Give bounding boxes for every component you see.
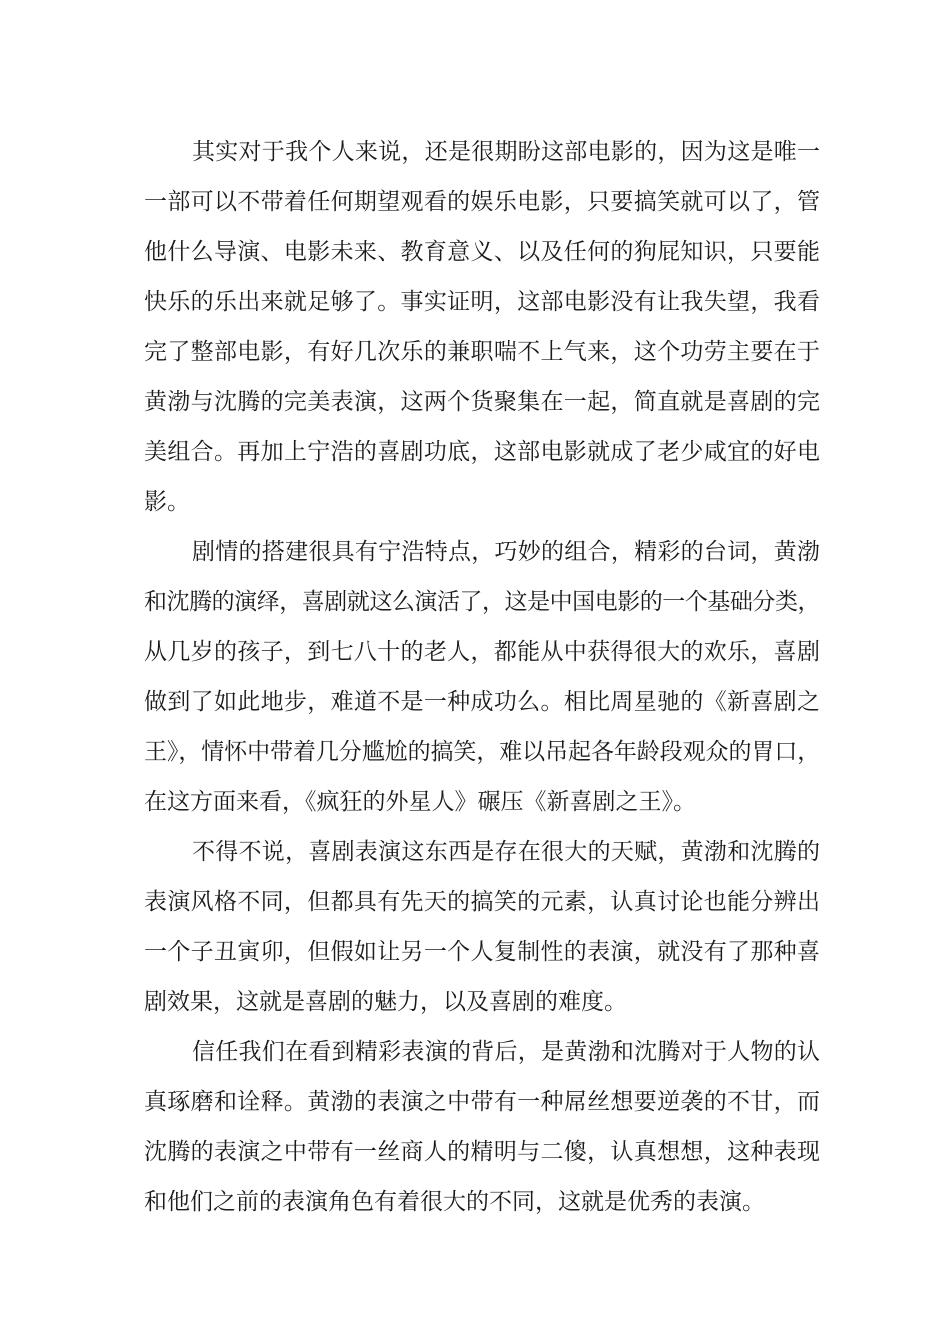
paragraph-1: [144, 127, 820, 527]
paragraph-3: [144, 827, 820, 1027]
paragraph-line: 从几岁的孩子，到七八十的老人，都能从中获得很大的欢乐，喜剧: [144, 639, 820, 665]
paragraph-line: 和他们之前的表演角色有着很大的不同，这就是优秀的表演。: [144, 1189, 765, 1215]
paragraph-line: 黄渤与沈腾的完美表演，这两个货聚集在一起，简直就是喜剧的完: [144, 389, 820, 415]
paragraph-line: 做到了如此地步，难道不是一种成功么。相比周星驰的《新喜剧之: [144, 689, 820, 715]
paragraph-line: 在这方面来看，《疯狂的外星人》碾压《新喜剧之王》。: [144, 789, 696, 815]
paragraph-line: 一部可以不带着任何期望观看的娱乐电影，只要搞笑就可以了，管: [144, 189, 820, 215]
paragraph-line: 和沈腾的演绎，喜剧就这么演活了，这是中国电影的一个基础分类，: [144, 589, 820, 615]
paragraph-line: 信任我们在看到精彩表演的背后，是黄渤和沈腾对于人物的认: [192, 1039, 820, 1065]
paragraph-line: 王》，情怀中带着几分尴尬的搞笑，难以吊起各年龄段观众的胃口，: [144, 739, 820, 765]
paragraph-2: [144, 527, 820, 827]
paragraph-4: [144, 1027, 820, 1227]
paragraph-line: 不得不说，喜剧表演这东西是存在很大的天赋，黄渤和沈腾的: [192, 839, 820, 865]
paragraph-line: 影。: [144, 489, 190, 515]
paragraph-line: 剧效果，这就是喜剧的魅力，以及喜剧的难度。: [144, 989, 627, 1015]
paragraph-line: 完了整部电影，有好几次乐的兼职喘不上气来，这个功劳主要在于: [144, 339, 820, 365]
paragraph-line: 美组合。再加上宁浩的喜剧功底，这部电影就成了老少咸宜的好电: [144, 439, 820, 465]
paragraph-line: 表演风格不同，但都具有先天的搞笑的元素，认真讨论也能分辨出: [144, 889, 820, 915]
paragraph-line: 剧情的搭建很具有宁浩特点，巧妙的组合，精彩的台词，黄渤: [192, 539, 820, 565]
paragraph-line: 沈腾的表演之中带有一丝商人的精明与二傻，认真想想，这种表现: [144, 1139, 820, 1165]
paragraph-line: 其实对于我个人来说，还是很期盼这部电影的，因为这是唯一: [192, 139, 820, 165]
paragraph-line: 一个子丑寅卯，但假如让另一个人复制性的表演，就没有了那种喜: [144, 939, 820, 965]
paragraph-line: 真琢磨和诠释。黄渤的表演之中带有一种屌丝想要逆袭的不甘，而: [144, 1089, 820, 1115]
paragraph-line: 他什么导演、电影未来、教育意义、以及任何的狗屁知识，只要能: [144, 239, 820, 265]
paragraph-line: 快乐的乐出来就足够了。事实证明，这部电影没有让我失望，我看: [144, 289, 820, 315]
document-body: [144, 127, 820, 1227]
